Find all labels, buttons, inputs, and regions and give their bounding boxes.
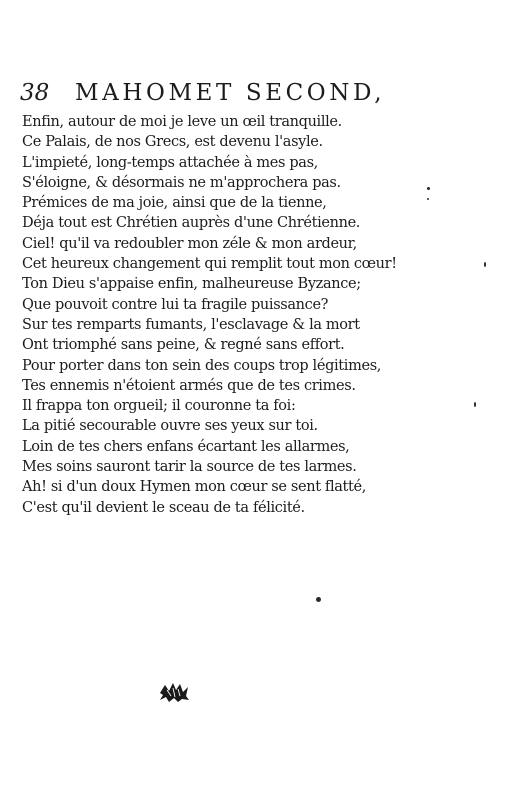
ink-speck	[427, 187, 430, 190]
verse-line: Ciel! qu'il va redoubler mon zéle & mon ardeur,	[22, 235, 357, 252]
verse-line: Ah! si d'un doux Hymen mon cœur se sent flatté,	[22, 479, 366, 496]
verse-line: C'est qu'il devient le sceau de ta félicité.	[22, 499, 305, 516]
verse-line: Il frappa ton orgueil; il couronne ta foi:	[22, 398, 296, 415]
verse-line: Ton Dieu s'appaise enfin, malheureuse Byzance;	[22, 276, 361, 293]
printers-ornament-icon	[158, 681, 190, 703]
page-number: 38	[20, 80, 50, 106]
verse-line: Ce Palais, de nos Grecs, est devenu l'asyle.	[22, 134, 323, 151]
ink-speck	[316, 597, 321, 602]
verse-line: Ont triomphé sans peine, & regné sans effort.	[22, 337, 345, 354]
verse-line: Déja tout est Chrétien auprès d'une Chrétienne.	[22, 215, 361, 232]
verse-line: Enfin, autour de moi je leve un œil tranquille.	[22, 114, 342, 130]
page-header	[20, 76, 392, 116]
verse-line: Pour porter dans ton sein des coups trop légitimes,	[22, 357, 382, 374]
verse-line: Cet heureux changement qui remplit tout mon cœur!	[22, 256, 397, 273]
verse-line: Prémices de ma joie, ainsi que de la tienne,	[22, 195, 327, 212]
verse-line: S'éloigne, & désormais ne m'approchera pas.	[22, 174, 341, 191]
verse-line: Sur tes remparts fumants, l'esclavage & la mort	[22, 316, 360, 333]
verse-line: Tes ennemis n'étoient armés que de tes crimes.	[22, 377, 356, 394]
verse-line: Que pouvoit contre lui ta fragile puissance?	[22, 296, 329, 313]
running-title: MAHOMET SECOND,	[75, 80, 386, 106]
verse-line: La pitié secourable ouvre ses yeux sur toi.	[22, 418, 318, 435]
ink-speck	[427, 198, 429, 200]
verse-line: Loin de tes chers enfans écartant les allarmes,	[22, 438, 350, 455]
verse-line: L'impieté, long-temps attachée à mes pas,	[22, 154, 318, 171]
ink-speck	[484, 262, 486, 267]
verse-block	[22, 112, 402, 518]
verse-line: Mes soins sauront tarir la source de tes larmes.	[22, 459, 357, 476]
ink-speck	[474, 402, 476, 407]
